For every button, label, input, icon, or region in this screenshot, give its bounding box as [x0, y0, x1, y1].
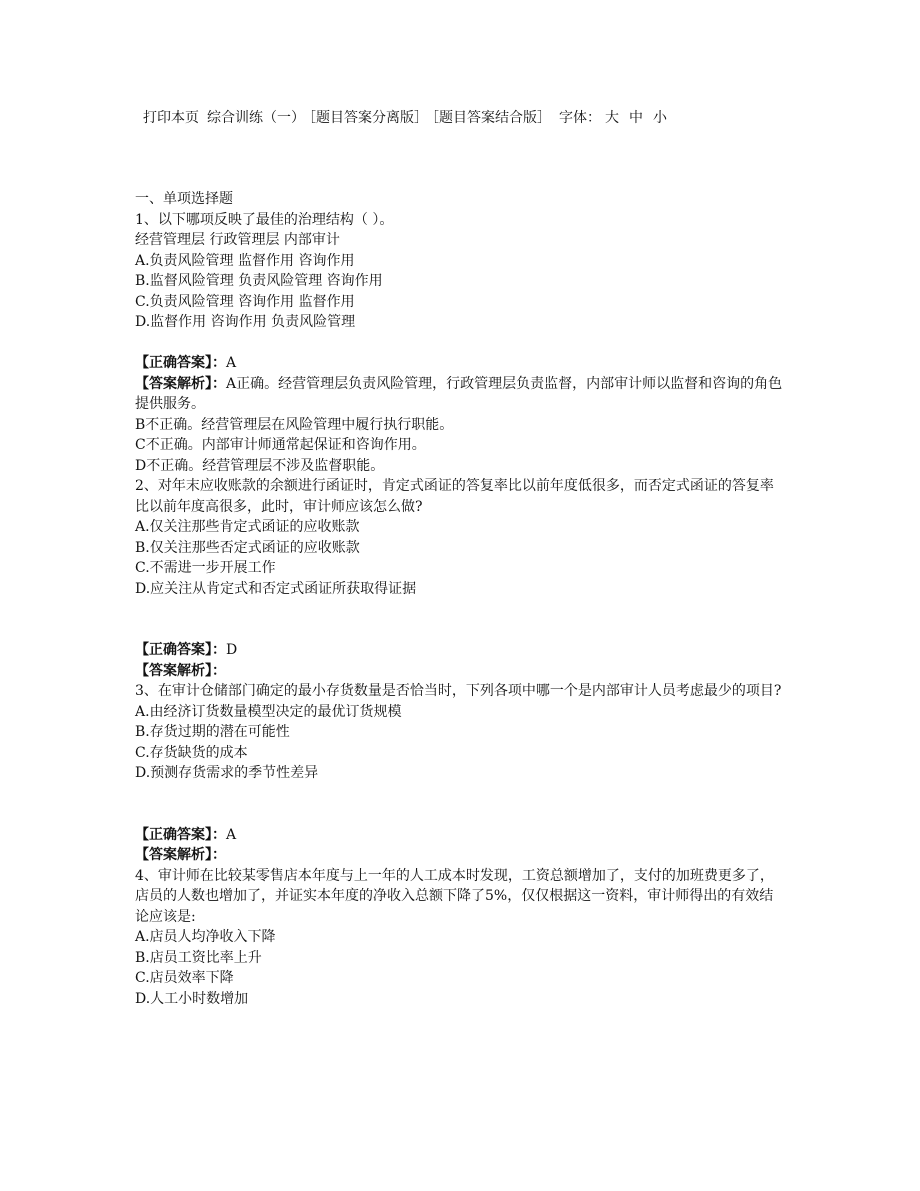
explanation-text: C不正确。内部审计师通常起保证和咨询作用。: [135, 437, 426, 453]
option-a: A.仅关注那些肯定式函证的应收账款: [135, 519, 360, 535]
print-toolbar: [143, 108, 675, 128]
correct-answer: [135, 353, 785, 374]
font-medium-link[interactable]: 中: [629, 110, 643, 126]
option-b: B.仅关注那些否定式函证的应收账款: [135, 539, 360, 556]
option-a: A.由经济订货数量模型决定的最优订货规模: [135, 703, 402, 720]
explanation-text: D不正确。经营管理层不涉及监督职能。: [135, 457, 385, 474]
option-b: B.监督风险管理 负责风险管理 咨询作用: [135, 273, 383, 289]
exam-title: 综合训练（一）: [207, 110, 305, 126]
question-2: [135, 476, 785, 681]
answer-value: A: [226, 826, 237, 843]
font-size-label: 字体：: [559, 110, 601, 126]
option-d: D.应关注从肯定式和否定式函证所获取得证据: [135, 580, 417, 597]
font-large-link[interactable]: 大: [605, 110, 619, 126]
question-stem: 1、以下哪项反映了最佳的治理结构（ ）。: [135, 211, 394, 228]
question-stem: 2、对年末应收账款的余额进行函证时，肯定式函证的答复率比以前年度低很多，而否定式函证的答复率比以前年度高很多，此时，审计师应该怎么做?: [135, 478, 774, 515]
combined-version-link[interactable]: ［题目答案结合版］: [432, 110, 551, 126]
option-d: D.人工小时数增加: [135, 990, 249, 1007]
separate-version-link[interactable]: ［题目答案分离版］: [309, 110, 428, 126]
font-small-link[interactable]: 小: [653, 110, 667, 126]
explanation-label: 【答案解析】：: [135, 662, 226, 679]
option-c: C.店员效率下降: [135, 970, 234, 986]
option-c: C.存货缺货的成本: [135, 744, 248, 761]
print-page-link[interactable]: 打印本页: [143, 110, 199, 126]
question-1: [135, 210, 785, 477]
answer-label: 【正确答案】：: [135, 642, 226, 658]
answer-explanation: [135, 845, 785, 866]
option-header: 经营管理层 行政管理层 内部审计: [135, 232, 340, 248]
option-a: A.店员人均净收入下降: [135, 929, 276, 945]
question-3: [135, 681, 785, 866]
answer-label: 【正确答案】：: [135, 826, 226, 843]
exam-content: [135, 189, 785, 1009]
option-a: A.负责风险管理 监督作用 咨询作用: [135, 252, 355, 269]
explanation-label: 【答案解析】：: [135, 847, 226, 863]
option-b: B.存货过期的潜在可能性: [135, 724, 290, 740]
explanation-text: B不正确。经营管理层在风险管理中履行执行职能。: [135, 416, 454, 433]
correct-answer: [135, 825, 785, 846]
explanation-label: 【答案解析】：: [135, 375, 226, 392]
question-stem: 3、在审计仓储部门确定的最小存货数量是否恰当时，下列各项中哪一个是内部审计人员考虑最少的项目?: [135, 683, 782, 699]
option-b: B.店员工资比率上升: [135, 949, 262, 966]
option-d: D.预测存货需求的季节性差异: [135, 765, 319, 781]
explanation-text: A正确。经营管理层负责风险管理，行政管理层负责监督，内部审计师以监督和咨询的角色提供服务。: [135, 375, 783, 412]
answer-explanation: [135, 374, 785, 415]
question-stem: 4、审计师在比较某零售店本年度与上一年的人工成本时发现，工资总额增加了，支付的加班费更多了，店员的人数也增加了，并证实本年度的净收入总额下降了5%，仅仅根据这一资料，审计师得出的有效结论应该是:: [135, 867, 774, 925]
correct-answer: [135, 640, 785, 661]
section-title: 一、单项选择题: [135, 191, 233, 207]
question-4: [135, 866, 785, 1010]
answer-label: 【正确答案】：: [135, 355, 226, 371]
answer-value: D: [226, 642, 238, 658]
option-d: D.监督作用 咨询作用 负责风险管理: [135, 314, 356, 330]
option-c: C.负责风险管理 咨询作用 监督作用: [135, 293, 355, 310]
answer-explanation: [135, 661, 785, 682]
answer-value: A: [226, 355, 237, 371]
option-c: C.不需进一步开展工作: [135, 560, 276, 576]
